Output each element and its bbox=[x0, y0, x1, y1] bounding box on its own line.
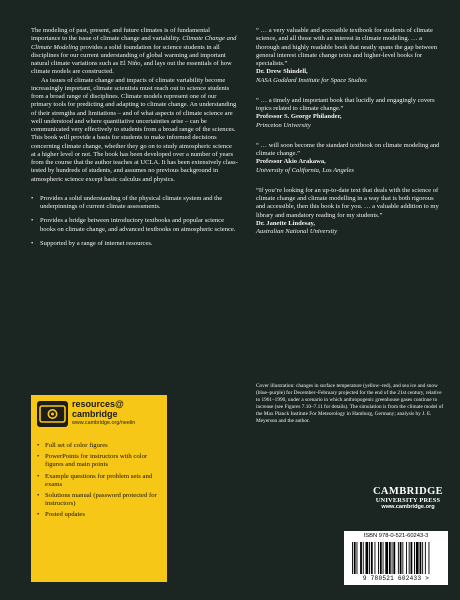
feature-item: • Supported by a range of internet resources. bbox=[31, 240, 238, 248]
left-column bbox=[31, 27, 238, 254]
resources-box bbox=[31, 395, 167, 582]
review bbox=[256, 142, 443, 175]
publisher-url: www.cambridge.org bbox=[381, 504, 435, 510]
reviewer-affiliation: University of California, Los Angeles bbox=[256, 166, 354, 174]
review bbox=[256, 27, 443, 85]
intro-text: The modeling of past, present, and future climates is of fundamental importance to the issue of climate change and variability. bbox=[31, 27, 210, 43]
reviewer-name: Dr. Drew Shindell, bbox=[256, 68, 308, 76]
publisher-press: UNIVERSITY PRESS bbox=[375, 497, 441, 504]
feature-list bbox=[31, 195, 238, 248]
reviews-column bbox=[256, 27, 443, 248]
review-quote: “ … a very valuable and accessible textbook for students of climate science, and all those with an interest in climate modeling. … a thorough and highly readable book that neatly spans the gap between general interest climate change texts and higher-level books for specialists.” bbox=[256, 27, 438, 67]
isbn-label: ISBN 978-0-521-60243-3 bbox=[363, 533, 429, 539]
resources-logo-icon bbox=[37, 401, 68, 427]
intro-text-rest: provides a solid foundation for science students in all disciplines for our current understanding of global warming and important natural climate variations such as El Niño, and lays out the essentials of how climate models are constructed. bbox=[31, 43, 232, 76]
feature-item: • Provides a bridge between introductory textbooks and popular science books on climate change, and advanced textbooks on atmospheric science. bbox=[31, 217, 238, 234]
resources-title bbox=[72, 400, 124, 419]
reviewer-name: Professor S. George Philander, bbox=[256, 113, 342, 121]
review-quote: “ … a timely and important book that lucidly and engagingly covers topics related to climate change.” bbox=[256, 96, 435, 112]
book-title-inline: Climate Change and Climate Modeling bbox=[31, 35, 237, 51]
resources-item: • PowerPoints for instructors with color figures and main points bbox=[37, 453, 163, 469]
reviewer-affiliation: Australian National University bbox=[256, 228, 338, 235]
resources-item: • Example questions for problem sets and exams bbox=[37, 473, 163, 489]
resources-url: www.cambridge.org/neelin bbox=[72, 420, 136, 426]
resources-item: • Solutions manual (password protected for instructors) bbox=[37, 492, 163, 508]
body-paragraph: As issues of climate change and impacts of climate variability become increasingly important, climate scientists must reach out to science students from a broad range of disciplines. Climate models represent one of our primary tools for predicting and adapting to climate change. An understanding of their strengths and limitations – and of what aspects of climate science are well understood and where quantitative uncertainties arise – can be communicated very effectively to students from a broad range of the sciences. This book will provide a basis for students to make informed decisions concerning climate change, whether they go on to study atmospheric science at a higher level or not. The book has been developed over a number of years from the course that the author teaches at UCLA. It has been extensively class-tested by hundreds of students, and assumes no previous background in atmospheric science except basic calculus and physics. bbox=[31, 76, 238, 183]
resources-item: • Full set of color figures bbox=[37, 442, 163, 450]
barcode-icon bbox=[352, 542, 440, 574]
resources-item: • Posted updates bbox=[37, 511, 163, 519]
resources-title-line2: cambridge bbox=[72, 408, 118, 419]
cover-illustration-note: Cover illustration: changes in surface temperature (yellow–red), and sea ice and snow (blue–purple) for December–February projected for the end of the 21st century, relative to 1961–1990, under a scenario in which anthropogenic greenhouse gases continue to increase (see Figures 7.10–7.11 for details). The simulation is from the climate model of the Max Planck Institute For Meteorology in Hamburg, Germany; analysis by J. E. Meyerson and the author. bbox=[256, 383, 444, 424]
intro-paragraph bbox=[31, 27, 238, 77]
review bbox=[256, 97, 443, 130]
isbn-digits: 9 780521 602433 > bbox=[362, 575, 430, 582]
review-quote: “ … will soon become the standard textbook on climate modeling and climate change.” bbox=[256, 141, 440, 157]
resources-list bbox=[37, 442, 163, 523]
reviewer-affiliation: Princeton University bbox=[256, 121, 311, 129]
reviewer-name: Professor Akio Arakawa, bbox=[256, 158, 326, 166]
resources-title-line1: resources@ bbox=[72, 399, 124, 409]
reviewer-name: Dr. Janette Lindesay, bbox=[256, 219, 316, 227]
publisher-logo bbox=[371, 486, 445, 510]
barcode-panel bbox=[344, 531, 448, 585]
review bbox=[256, 187, 443, 237]
review-quote: “If you’re looking for an up-to-date text that deals with the science of climate change and climate modelling in a way that is both rigorous and accessible, then this book is for you. … a valuable addition to my library and mandatory reading for my students.” bbox=[256, 186, 439, 219]
feature-item: • Provides a solid understanding of the physical climate system and the underpinnings of current climate assessments. bbox=[31, 195, 238, 212]
reviewer-affiliation: NASA Goddard Institute for Space Studies bbox=[256, 76, 367, 84]
publisher-name: CAMBRIDGE bbox=[372, 486, 444, 497]
